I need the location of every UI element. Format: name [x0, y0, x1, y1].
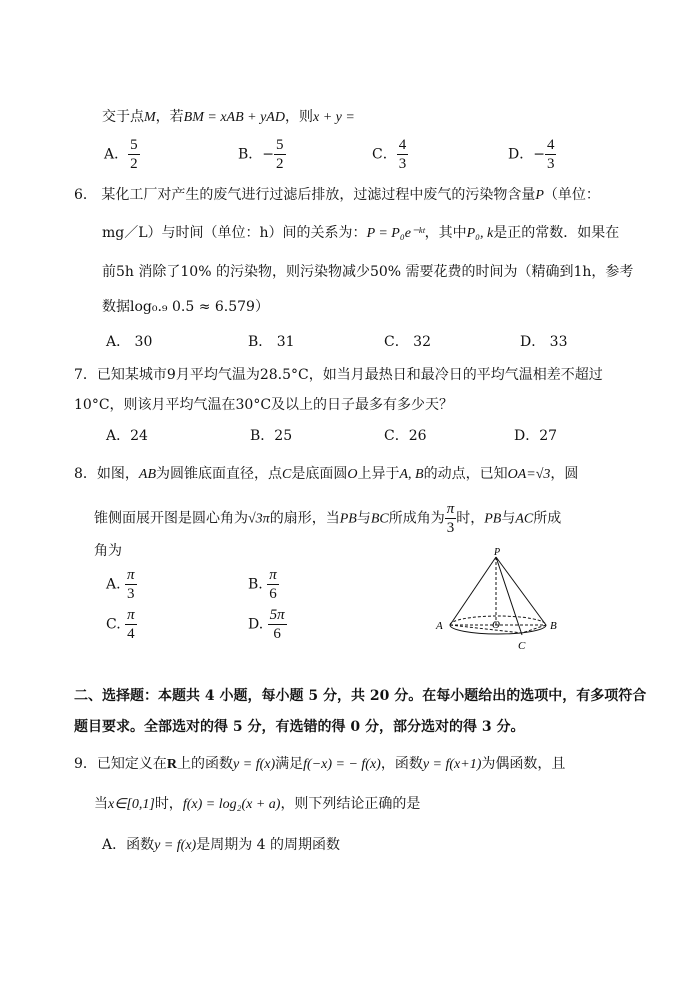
q9-text: ，函数: [380, 756, 423, 772]
q9-formula: f(x) = log₂(x + a): [182, 797, 281, 812]
option-fraction: [267, 566, 279, 603]
option-fraction: [128, 136, 140, 173]
q9-set-r: R: [166, 757, 178, 772]
q9-text: 当: [94, 796, 108, 812]
q8-line-3: 角为: [94, 543, 122, 559]
q8-formula: √3π: [248, 511, 270, 527]
q9-domain: x∈[0,1]: [108, 797, 155, 812]
q9-text: 时，: [154, 796, 183, 812]
fraction-denominator: 4: [127, 626, 135, 642]
q8-var: C: [282, 467, 292, 482]
q8-text: 8．如图，: [74, 466, 139, 482]
fraction-numerator: π: [127, 607, 135, 623]
q5-stem-line: [102, 106, 355, 126]
option-label: B.: [248, 576, 263, 593]
option-label: B．: [238, 146, 263, 163]
q9-line-2: [94, 793, 420, 813]
q8-var: O: [347, 467, 358, 482]
label-p: P: [494, 547, 501, 558]
q6-text: ，其中: [424, 225, 467, 241]
option-sign: −: [262, 146, 275, 163]
fraction-numerator: 4: [398, 137, 407, 153]
option-label: D.: [248, 616, 264, 633]
label-o: O: [492, 619, 500, 631]
q7-option-a[interactable]: A．24: [106, 428, 148, 444]
q9-text: 满足: [275, 756, 304, 772]
q9-option-a[interactable]: [102, 834, 340, 854]
q6-text: 是正的常数．如果在: [493, 225, 620, 241]
q8-fraction: [445, 500, 457, 537]
option-fraction: [268, 606, 287, 643]
q9-text: A．函数: [102, 837, 155, 853]
option-label: C.: [106, 616, 121, 633]
q8-option-d[interactable]: [248, 606, 287, 643]
q8-text: 锥侧面展开图是圆心角为: [94, 510, 248, 527]
cone-edge-pb: [496, 557, 546, 625]
option-fraction: [397, 136, 409, 173]
option-label: C．: [372, 146, 397, 163]
q8-text: 所成角为: [388, 510, 445, 527]
q9-formula: y = f(x+1): [422, 757, 482, 772]
q8-text: 与: [356, 510, 371, 527]
fraction-denominator: 6: [269, 586, 277, 602]
q6-line-3: 前5h 消除了10% 的污染物，则污染物减少50% 需要花费的时间为（精确到1h，参考: [102, 264, 634, 280]
option-sign: −: [533, 146, 545, 163]
q8-var: AC: [515, 511, 534, 527]
fraction-denominator: 2: [130, 156, 138, 172]
q8-line-2: [94, 500, 561, 537]
option-fraction: [545, 136, 557, 173]
q9-text: 是周期为 4 的周期函数: [196, 837, 341, 853]
label-c: C: [518, 640, 526, 652]
q6-text-end: （单位：: [543, 187, 600, 203]
fraction-numerator: 4: [546, 137, 555, 153]
q8-line-1: [74, 463, 578, 483]
fraction-denominator: 3: [127, 586, 135, 602]
q7-line-2: 10°C，则该月平均气温在30°C及以上的日子最多有多少天？: [74, 397, 454, 413]
q8-text: 的动点，已知: [423, 466, 508, 482]
q6-var-p: P: [535, 188, 544, 203]
q6-option-b[interactable]: B． 31: [248, 334, 295, 350]
q8-text: 与: [501, 510, 516, 527]
q7-option-b[interactable]: B．25: [250, 428, 293, 444]
q9-formula: y = f(x): [154, 838, 197, 853]
option-fraction: [125, 606, 137, 643]
q8-text: 所成: [533, 510, 562, 527]
fraction-denominator: 3: [398, 156, 407, 172]
q6-line-2: [102, 222, 619, 242]
q9-text: 上的函数: [177, 756, 234, 772]
option-label: D．: [508, 146, 534, 163]
q8-text: 时，: [456, 510, 485, 527]
q8-text: 是底面圆: [291, 466, 348, 482]
q8-var: AB: [138, 467, 157, 482]
fraction-numerator: 5: [130, 137, 138, 153]
q5-option-a[interactable]: [104, 136, 140, 173]
fraction-numerator: 5π: [269, 607, 285, 623]
q6-option-d[interactable]: D． 33: [520, 334, 568, 350]
q8-var: PB: [339, 511, 357, 527]
q5-option-b[interactable]: [238, 136, 286, 173]
q6-option-c[interactable]: C． 32: [384, 334, 431, 350]
fraction-denominator: 3: [546, 156, 555, 172]
q6-text: mg／L）与时间（单位：h）间的关系为：: [102, 225, 367, 241]
q5-cond-suffix: ，则: [284, 109, 313, 125]
q8-text: 上异于: [357, 466, 400, 482]
q6-option-a[interactable]: A． 30: [106, 334, 153, 350]
q5-stem-text: 交于点: [102, 109, 144, 125]
cone-figure: [428, 545, 568, 655]
label-a: A: [436, 620, 443, 632]
q6-text: 6． 某化工厂对产生的废气进行过滤后排放，过滤过程中废气的污染物含量: [74, 187, 536, 203]
q7-option-d[interactable]: D．27: [514, 428, 558, 444]
q8-formula: OA=√3: [507, 467, 551, 482]
option-label: A.: [106, 576, 121, 593]
q6-formula: P = P₀e⁻ᵏᵗ: [366, 226, 425, 241]
q9-text: 为偶函数，且: [481, 756, 566, 772]
cone-chord-ac: [450, 625, 522, 633]
q6-vars: P₀, k: [466, 226, 494, 241]
q5-ask: x + y =: [312, 110, 355, 125]
q9-text: 9．已知定义在: [74, 756, 167, 772]
q8-var: BC: [370, 511, 389, 527]
fraction-numerator: π: [269, 567, 277, 583]
label-b: B: [550, 620, 557, 632]
q8-option-c[interactable]: [106, 606, 137, 643]
q9-formula: f(−x) = − f(x): [303, 757, 381, 772]
q7-option-c[interactable]: C．26: [384, 428, 427, 444]
fraction-denominator: 3: [446, 520, 455, 536]
q7-line-1: 7．已知某城市9月平均气温为28.5°C，如当月最热日和最冷日的平均气温相差不超过: [74, 367, 603, 383]
q8-text: ，圆: [550, 466, 579, 482]
fraction-numerator: 5: [276, 137, 284, 153]
q8-text: 为圆锥底面直径，点: [156, 466, 283, 482]
fraction-denominator: 6: [273, 626, 281, 642]
q6-line-4: 数据log₀.₉ 0.5 ≈ 6.579）: [102, 299, 269, 315]
q8-text: 的扇形，当: [269, 510, 340, 527]
section2-heading-line-1: 二、选择题：本题共 4 小题，每小题 5 分，共 20 分。在每小题给出的选项中，有多项符合: [74, 688, 647, 704]
q5-vector-equation: BM = xAB + yAD: [183, 110, 285, 125]
fraction-denominator: 2: [276, 156, 284, 172]
fraction-numerator: π: [446, 501, 455, 517]
option-fraction: [125, 566, 137, 603]
q6-line-1: [74, 184, 600, 204]
q9-line-1: [74, 753, 565, 773]
fraction-numerator: π: [127, 567, 135, 583]
q9-formula: y = f(x): [233, 757, 276, 772]
option-fraction: [274, 136, 286, 173]
q5-point: M: [144, 110, 156, 125]
q8-option-b[interactable]: [248, 566, 279, 603]
q5-cond-prefix: ，若: [155, 109, 184, 125]
q8-var: A, B: [399, 467, 424, 482]
q5-option-d[interactable]: [508, 136, 556, 173]
q9-text: ，则下列结论正确的是: [280, 796, 421, 812]
q5-option-c[interactable]: [372, 136, 408, 173]
cone-edge-pa: [450, 557, 496, 625]
section2-heading-line-2: 题目要求。全部选对的得 5 分，有选错的得 0 分，部分选对的得 3 分。: [74, 719, 525, 735]
q8-option-a[interactable]: [106, 566, 137, 603]
q8-var: PB: [484, 511, 502, 527]
option-label: A．: [104, 146, 129, 163]
